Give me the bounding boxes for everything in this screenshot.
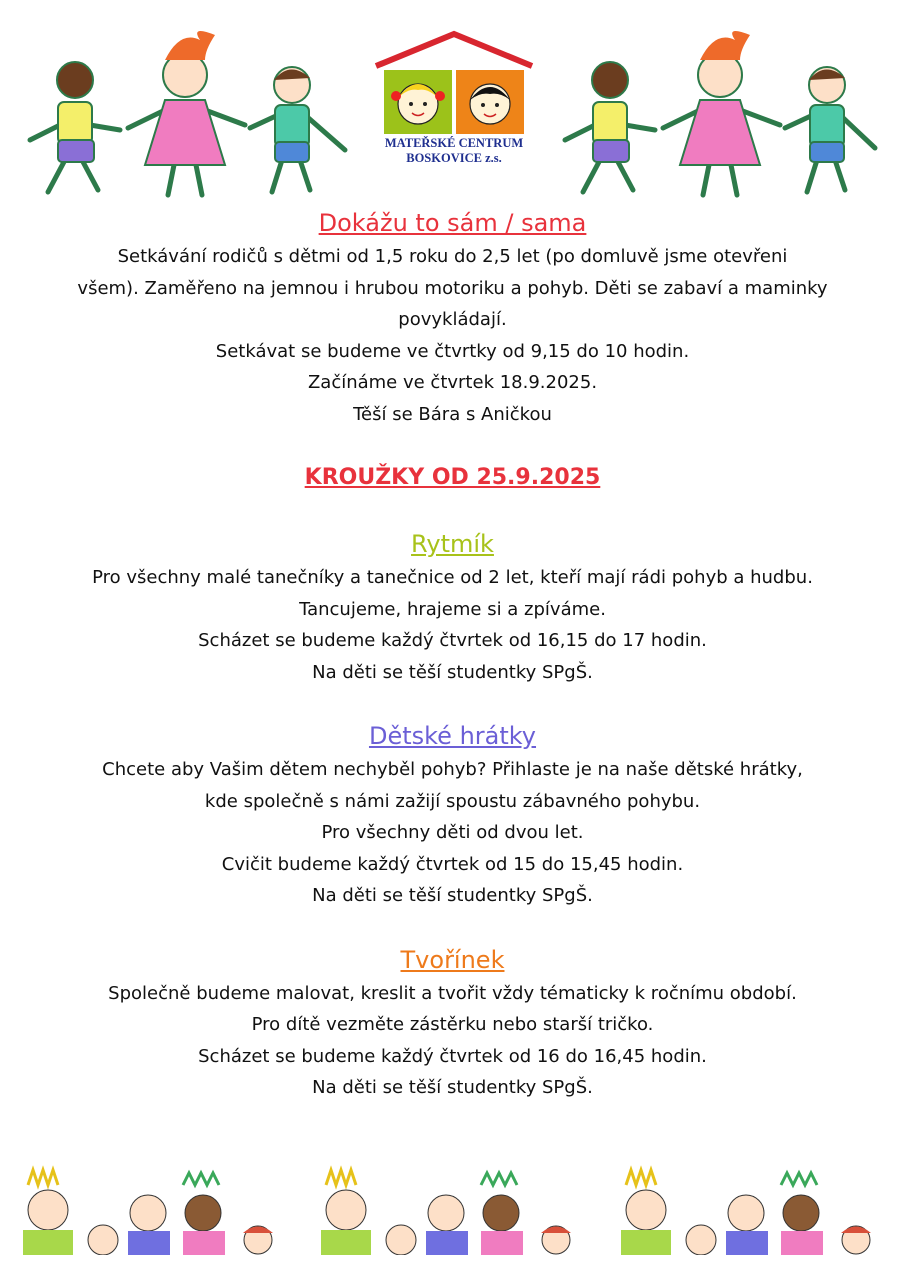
- logo-text: [370, 136, 538, 166]
- section-line: Chcete aby Vašim dětem nechyběl pohyb? Přihlaste je na naše dětské hrátky,: [102, 759, 803, 780]
- section-line: Pro všechny děti od dvou let.: [321, 822, 584, 843]
- kids-peeking-illustration: [616, 1165, 886, 1255]
- section-title: Dětské hrátky: [368, 722, 537, 750]
- logo: [370, 30, 538, 180]
- section-line: Začínáme ve čtvrtek 18.9.2025.: [307, 372, 598, 393]
- section-line: Společně budeme malovat, kreslit a tvořit vždy tématicky k ročnímu období.: [108, 982, 797, 1004]
- logo-line-2: BOSKOVICE z.s.: [406, 151, 502, 165]
- section-line: Na děti se těší studentky SPgŠ.: [312, 1077, 593, 1098]
- main-content: [0, 205, 905, 1104]
- section-line: Scházet se budeme každý čtvrtek od 16,15 do 17 hodin.: [198, 630, 707, 651]
- kids-holding-hands-left-illustration: [20, 30, 350, 200]
- kids-peeking-illustration: [316, 1165, 586, 1255]
- section-line: všem). Zaměřeno na jemnou i hrubou motoriku a pohyb. Děti se zabaví a maminky: [77, 277, 828, 299]
- section-dokazu: [0, 205, 905, 430]
- section-tvorinek: [0, 942, 905, 1104]
- section-line: Těší se Bára s Aničkou: [353, 403, 552, 425]
- logo-line-1: MATEŘSKÉ CENTRUM: [384, 136, 524, 150]
- section-line: Setkávat se budeme ve čtvrtky od 9,15 do 10 hodin.: [215, 340, 690, 362]
- section-line: Pro dítě vezměte zástěrku nebo starší tričko.: [251, 1014, 654, 1035]
- footer-illustrations: [0, 1165, 905, 1265]
- section-line: Cvičit budeme každý čtvrtek od 15 do 15,45 hodin.: [221, 853, 684, 875]
- section-line: Na děti se těší studentky SPgŠ.: [312, 661, 593, 683]
- section-hratky: [0, 718, 905, 912]
- section-line: Pro všechny malé tanečníky a tanečnice od 2 let, kteří mají rádi pohyb a hudbu.: [92, 567, 813, 588]
- section-line: Tancujeme, hrajeme si a zpíváme.: [299, 598, 606, 620]
- house-logo-icon: [370, 30, 538, 136]
- section-rytmik: [0, 526, 905, 688]
- section-title: Tvořínek: [400, 945, 505, 974]
- section-line: Scházet se budeme každý čtvrtek od 16 do 16,45 hodin.: [198, 1045, 707, 1067]
- kids-peeking-illustration: [18, 1165, 288, 1255]
- section-title: Rytmík: [411, 530, 494, 558]
- section-line: Setkávání rodičů s dětmi od 1,5 roku do 2,5 let (po domluvě jsme otevřeni: [117, 246, 788, 267]
- kids-holding-hands-right-illustration: [555, 30, 885, 200]
- banner-section: [0, 460, 905, 496]
- section-line: kde společně s námi zažijí spoustu zábavného pohybu.: [204, 790, 701, 812]
- clubs-banner: KROUŽKY OD 25.9.2025: [304, 465, 601, 490]
- header: [0, 0, 905, 205]
- section-line: povykládají.: [398, 309, 507, 330]
- section-title: Dokážu to sám / sama: [318, 209, 587, 237]
- section-line: Na děti se těší studentky SPgŠ.: [312, 885, 593, 906]
